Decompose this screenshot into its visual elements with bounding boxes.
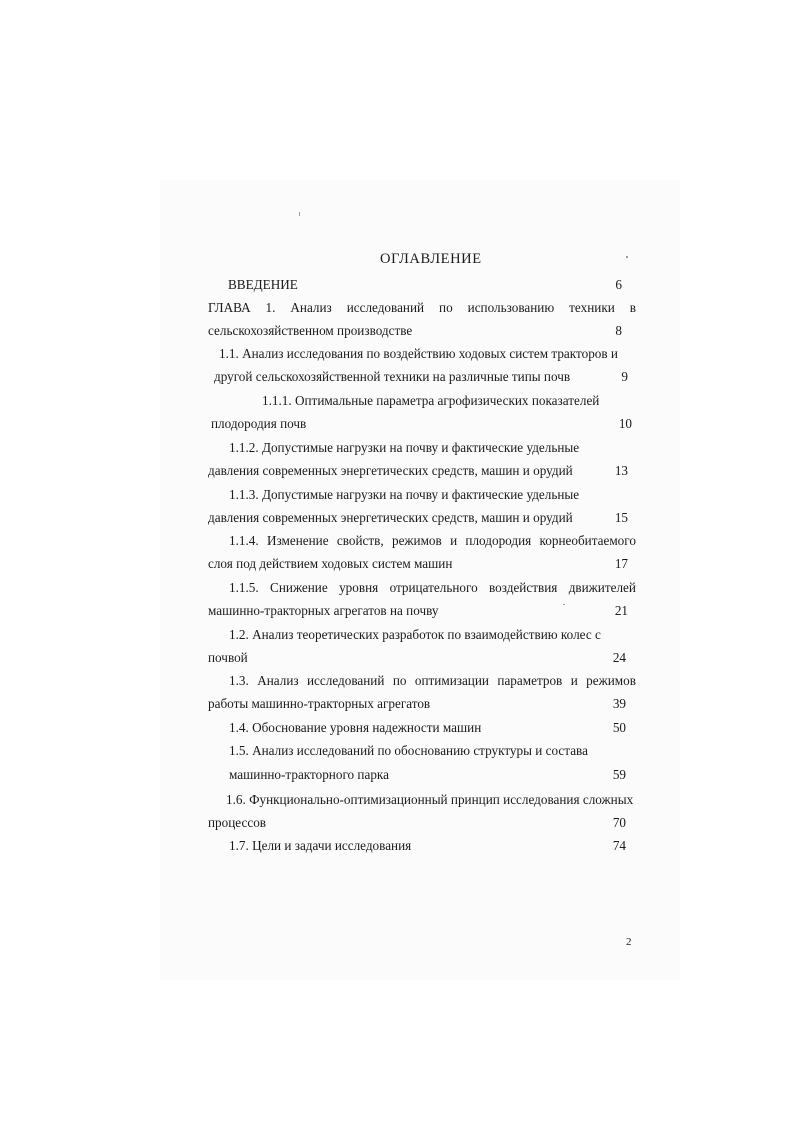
toc-word: Анализ [257, 673, 299, 688]
toc-entry-1-1-1: 1.1.1. Оптимальные параметра агрофизических показателей [262, 393, 600, 408]
toc-word: воздействия [489, 580, 558, 595]
toc-entry-1-1-4-cont: слоя под действием ходовых систем машин [208, 556, 453, 571]
toc-entry-1-1-cont: другой сельскохозяйственной техники на различные типы почв [214, 369, 571, 384]
toc-word: 1.1.5. [229, 580, 259, 595]
toc-page-number: 15 [614, 510, 628, 525]
toc-word: уровня [339, 580, 379, 595]
toc-word: Анализ [290, 300, 332, 315]
toc-page-number: 74 [612, 838, 626, 853]
toc-word: Снижение [270, 580, 328, 595]
toc-page-number: 24 [612, 650, 626, 665]
toc-word: 1. [265, 300, 276, 315]
toc-entry-1-7: 1.7. Цели и задачи исследования [229, 838, 412, 853]
toc-page-number: 70 [612, 815, 626, 830]
toc-page-number: 10 [618, 416, 632, 431]
toc-entry-1-1-4 [229, 533, 636, 549]
toc-entry-1-3-cont: работы машинно-тракторных агрегатов [208, 696, 431, 711]
toc-entry-chapter-1 [208, 300, 636, 316]
toc-entry-introduction: ВВЕДЕНИЕ [228, 277, 298, 292]
toc-entry-chapter-1-cont: сельскохозяйственном производстве [208, 323, 413, 338]
toc-word: оптимизации [414, 673, 489, 688]
toc-entry-1-5: 1.5. Анализ исследований по обоснованию структуры и состава [229, 743, 588, 758]
scan-speck [626, 256, 628, 258]
toc-entry-1-2: 1.2. Анализ теоретических разработок по взаимодействию колес с [229, 627, 601, 642]
toc-word: исследований [346, 300, 425, 315]
toc-entry-1-1-5-cont: машинно-тракторных агрегатов на почву [208, 603, 439, 618]
toc-entry-1-5-cont: машинно-тракторного парка [229, 767, 389, 782]
toc-page-number: 59 [612, 767, 626, 782]
toc-page-number: 39 [612, 696, 626, 711]
toc-page-number: 13 [614, 463, 628, 478]
toc-page-number: 50 [612, 720, 626, 735]
toc-entry-1-6-cont: процессов [208, 815, 267, 830]
toc-word: режимов [586, 673, 636, 688]
toc-page-number: 21 [614, 603, 628, 618]
toc-entry-1-2-cont: почвой [208, 650, 248, 665]
toc-page-number: 9 [621, 369, 628, 384]
toc-word: и [570, 673, 578, 688]
toc-word: исследований [307, 673, 385, 688]
toc-word: отрицательного [389, 580, 478, 595]
toc-page-number: 17 [614, 556, 628, 571]
toc-entry-1-1-1-cont: плодородия почв [211, 416, 307, 431]
toc-word: плодородия [465, 533, 532, 548]
toc-word: ГЛАВА [208, 300, 251, 315]
toc-entry-1-1-3-cont: давления современных энергетических средств, машин и орудий [208, 510, 573, 525]
toc-entry-1-6: 1.6. Функционально-оптимизационный принцип исследования сложных [226, 792, 634, 807]
toc-entry-1-3 [229, 673, 636, 689]
toc-word: в [629, 300, 636, 315]
toc-word: 1.1.4. [229, 533, 259, 548]
toc-word: 1.3. [229, 673, 249, 688]
toc-entry-1-1-2: 1.1.2. Допустимые нагрузки на почву и фактические удельные [229, 440, 580, 455]
toc-word: свойств, [336, 533, 384, 548]
toc-word: движителей [568, 580, 636, 595]
toc-word: Изменение [266, 533, 329, 548]
toc-title: ОГЛАВЛЕНИЕ [380, 251, 482, 267]
toc-entry-1-1: 1.1. Анализ исследования по воздействию ходовых систем тракторов и [219, 346, 618, 361]
scan-speck [563, 604, 565, 605]
toc-page-number: 6 [615, 277, 622, 292]
toc-entry-1-1-2-cont: давления современных энергетических средств, машин и орудий [208, 463, 573, 478]
toc-entry-1-1-5 [229, 580, 636, 596]
page-number: 2 [626, 936, 632, 948]
toc-word: по [392, 673, 407, 688]
toc-word: использованию [467, 300, 555, 315]
toc-word: режимов [391, 533, 442, 548]
toc-word: и [450, 533, 458, 548]
toc-page-number: 8 [615, 323, 622, 338]
toc-word: по [439, 300, 453, 315]
toc-word: техники [569, 300, 615, 315]
scan-speck [299, 212, 300, 216]
toc-word: параметров [497, 673, 563, 688]
toc-entry-1-1-3: 1.1.3. Допустимые нагрузки на почву и фактические удельные [229, 487, 580, 502]
toc-word: корнеобитаемого [539, 533, 636, 548]
toc-entry-1-4: 1.4. Обоснование уровня надежности машин [229, 720, 482, 735]
